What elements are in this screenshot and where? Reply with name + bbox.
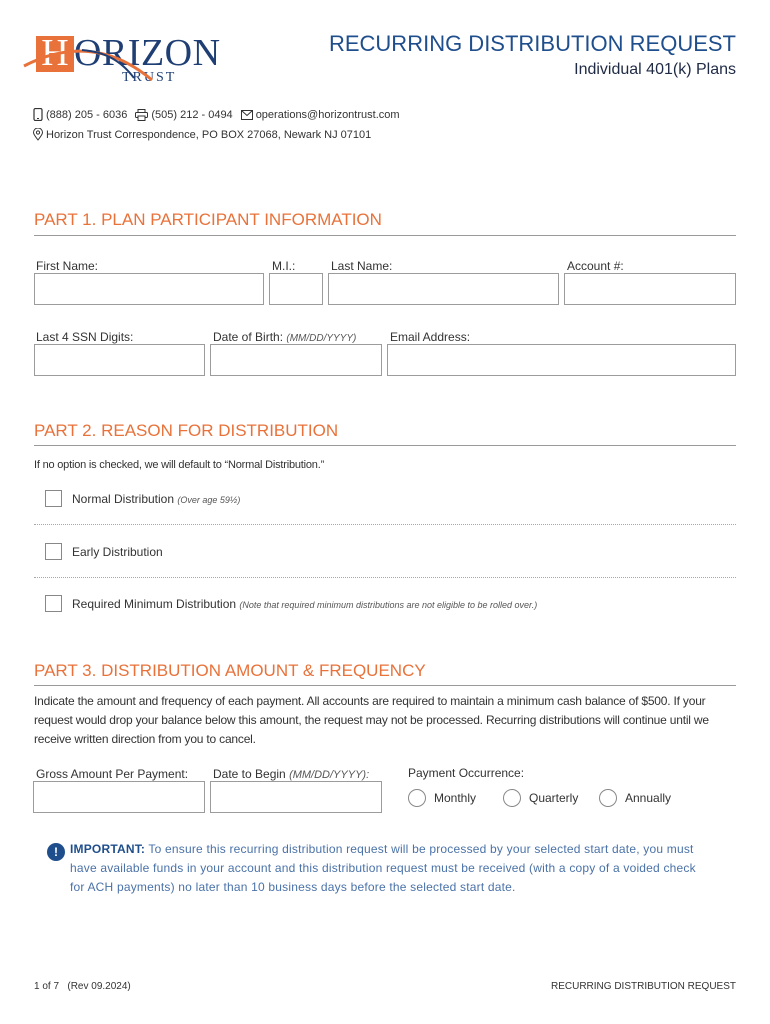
document-subtitle: Individual 401(k) Plans	[574, 61, 736, 78]
phone-icon	[33, 108, 43, 121]
rmd-checkbox[interactable]	[45, 595, 62, 612]
location-pin-icon	[33, 128, 43, 141]
footer-page-info	[34, 981, 131, 992]
default-option-note: If no option is checked, we will default to “Normal Distribution.”	[34, 459, 325, 471]
part3-divider	[34, 685, 736, 686]
dob-label	[213, 330, 356, 344]
part1-title: PART 1. PLAN PARTICIPANT INFORMATION	[34, 210, 382, 229]
option-separator	[34, 577, 736, 578]
normal-distribution-text: Normal Distribution	[72, 492, 175, 506]
contact-line	[33, 108, 408, 121]
important-alert-icon: !	[47, 843, 65, 861]
logo-wordmark: ORIZON	[74, 32, 221, 74]
first-name-label: First Name:	[36, 259, 99, 273]
date-begin-label	[213, 767, 369, 781]
last-name-field[interactable]	[328, 273, 559, 305]
revision-date: (Rev 09.2024)	[67, 981, 131, 992]
email-contact	[241, 109, 400, 121]
ssn-label: Last 4 SSN Digits:	[36, 330, 134, 344]
horizon-trust-logo	[22, 28, 237, 90]
early-distribution-label: Early Distribution	[72, 545, 163, 559]
important-notice	[70, 840, 710, 897]
last-name-label: Last Name:	[331, 259, 393, 273]
rmd-text: Required Minimum Distribution	[72, 597, 237, 611]
normal-distribution-label	[72, 492, 240, 506]
mi-field[interactable]	[269, 273, 323, 305]
logo-initial: H	[41, 32, 69, 74]
part2-title: PART 2. REASON FOR DISTRIBUTION	[34, 421, 339, 440]
important-label: IMPORTANT:	[70, 842, 146, 856]
document-title: RECURRING DISTRIBUTION REQUEST	[328, 31, 736, 56]
page-number: 1 of 7	[34, 981, 60, 992]
monthly-label: Monthly	[434, 791, 477, 805]
date-begin-hint: (MM/DD/YYYY):	[289, 769, 370, 781]
phone-number: (888) 205 - 6036	[46, 108, 128, 121]
account-label: Account #:	[567, 259, 624, 273]
address-line	[33, 128, 371, 141]
email-field[interactable]	[387, 344, 736, 376]
fax-number: (505) 212 - 0494	[151, 108, 233, 121]
early-distribution-checkbox[interactable]	[45, 543, 62, 560]
date-begin-field[interactable]	[210, 781, 382, 813]
account-field[interactable]	[564, 273, 736, 305]
dob-format-hint: (MM/DD/YYYY)	[286, 333, 357, 344]
annually-label: Annually	[625, 791, 672, 805]
amount-frequency-instructions: Indicate the amount and frequency of each payment. All accounts are required to maintain a minimum cash balance of $500. If your request would drop your balance below this amount, the request may not be processed. Recurring distributions will continue until we receive written direction from you to cancel.	[34, 694, 709, 746]
rmd-hint: (Note that required minimum distributions are not eligible to be rolled over.)	[239, 600, 538, 610]
email-label: Email Address:	[390, 330, 471, 344]
normal-distribution-hint: (Over age 59½)	[177, 495, 241, 505]
first-name-field[interactable]	[34, 273, 264, 305]
fax-contact	[135, 109, 232, 121]
envelope-icon	[241, 110, 253, 120]
footer-title: RECURRING DISTRIBUTION REQUEST	[550, 981, 736, 992]
annually-radio[interactable]	[599, 789, 617, 807]
gross-amount-field[interactable]	[33, 781, 205, 813]
dob-label-text: Date of Birth:	[213, 330, 284, 344]
email-address: operations@horizontrust.com	[255, 108, 400, 121]
phone-contact	[33, 108, 127, 121]
part3-title: PART 3. DISTRIBUTION AMOUNT & FREQUENCY	[34, 661, 426, 680]
quarterly-label: Quarterly	[529, 791, 579, 805]
mailing-address: Horizon Trust Correspondence, PO BOX 27068, Newark NJ 07101	[46, 128, 372, 141]
rmd-label	[72, 597, 537, 611]
part1-divider	[34, 235, 736, 236]
option-separator	[34, 524, 736, 525]
mi-label: M.I.:	[272, 259, 296, 273]
logo-swoosh-icon	[22, 28, 237, 90]
date-begin-text: Date to Begin	[213, 767, 286, 781]
monthly-radio[interactable]	[408, 789, 426, 807]
logo-subtitle: TRUST	[122, 70, 177, 85]
payment-occurrence-label: Payment Occurrence:	[408, 766, 525, 780]
quarterly-radio[interactable]	[503, 789, 521, 807]
important-text: To ensure this recurring distribution request will be processed by your selected start date, you must have available funds in your account and this distribution request must be received (with a copy of a voided check for ACH payments) no later than 10 business days before the selected start date.	[70, 842, 696, 894]
part2-divider	[34, 445, 736, 446]
ssn-field[interactable]	[34, 344, 205, 376]
printer-icon	[135, 109, 148, 121]
dob-field[interactable]	[210, 344, 382, 376]
gross-amount-label: Gross Amount Per Payment:	[36, 767, 189, 781]
normal-distribution-checkbox[interactable]	[45, 490, 62, 507]
